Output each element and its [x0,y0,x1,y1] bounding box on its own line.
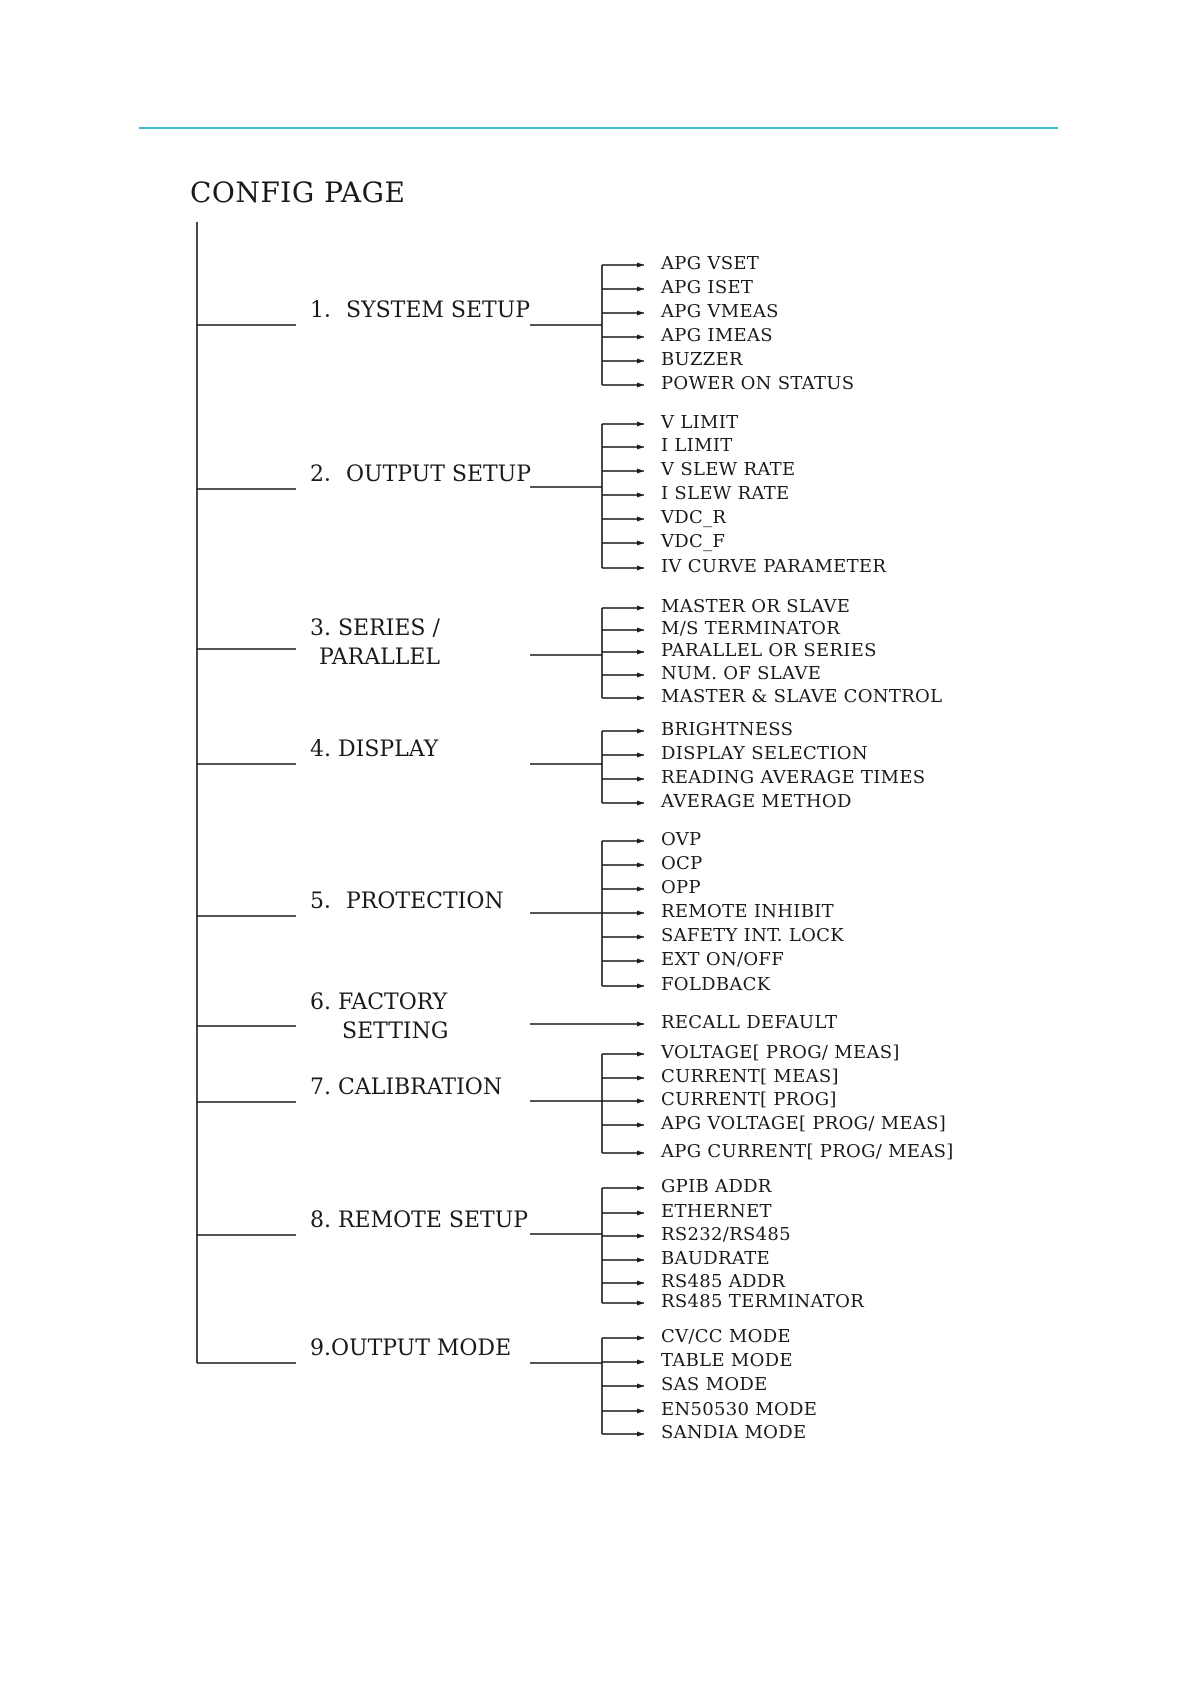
section-label: 5．PROTECTION [310,889,504,914]
item-label: OCP [661,853,703,874]
item-label: BAUDRATE [661,1248,770,1269]
item-label: RS485 TERMINATOR [661,1291,865,1312]
item-label: PARALLEL OR SERIES [661,640,877,661]
section-label: 6. FACTORY [310,990,448,1015]
item-label: V LIMIT [661,412,739,433]
item-label: MASTER & SLAVE CONTROL [661,686,943,707]
item-label: SANDIA MODE [661,1422,807,1443]
item-label: AVERAGE METHOD [661,791,852,812]
item-label: ETHERNET [661,1201,772,1222]
item-label: IV CURVE PARAMETER [661,556,887,577]
section-label: 9.OUTPUT MODE [310,1336,512,1361]
item-label: APG VMEAS [661,301,779,322]
item-label: APG IMEAS [661,325,773,346]
item-label: CURRENT[ PROG] [661,1089,837,1110]
item-label: MASTER OR SLAVE [661,596,851,617]
item-label: I LIMIT [661,435,733,456]
section-label-line2: PARALLEL [319,645,441,670]
item-label: M/S TERMINATOR [661,618,841,639]
item-label: NUM. OF SLAVE [661,663,822,684]
item-label: OPP [661,877,701,898]
item-label: CV/CC MODE [661,1326,791,1347]
item-label: RECALL DEFAULT [661,1012,838,1033]
item-label: BUZZER [661,349,743,370]
item-label: EN50530 MODE [661,1399,818,1420]
item-label: EXT ON/OFF [661,949,784,970]
item-label: GPIB ADDR [661,1176,772,1197]
item-label: SAS MODE [661,1374,768,1395]
item-label: VDC_R [661,507,727,528]
item-label: RS232/RS485 [661,1224,791,1245]
item-label: APG VOLTAGE[ PROG/ MEAS] [661,1113,947,1134]
item-label: RS485 ADDR [661,1271,786,1292]
section-label: 3. SERIES / [310,616,440,641]
item-label: TABLE MODE [661,1350,793,1371]
item-label: CURRENT[ MEAS] [661,1066,839,1087]
section-label: 4. DISPLAY [310,737,439,762]
item-label: READING AVERAGE TIMES [661,767,926,788]
section-label-line2: SETTING [342,1019,449,1044]
item-label: POWER ON STATUS [661,373,855,394]
item-label: V SLEW RATE [661,459,796,480]
item-label: REMOTE INHIBIT [661,901,834,922]
item-label: APG CURRENT[ PROG/ MEAS] [661,1141,954,1162]
item-label: SAFETY INT. LOCK [661,925,844,946]
item-label: I SLEW RATE [661,483,790,504]
item-label: FOLDBACK [661,974,771,995]
section-label: 2．OUTPUT SETUP [310,462,532,487]
item-label: VOLTAGE[ PROG/ MEAS] [661,1042,900,1063]
item-label: APG ISET [661,277,754,298]
item-label: APG VSET [661,253,760,274]
item-label: BRIGHTNESS [661,719,794,740]
section-label: 1．SYSTEM SETUP [310,298,531,323]
item-label: VDC_F [661,531,726,552]
page-title: CONFIG PAGE [190,176,406,209]
item-label: DISPLAY SELECTION [661,743,868,764]
section-label: 7. CALIBRATION [310,1075,503,1100]
item-label: OVP [661,829,702,850]
section-label: 8. REMOTE SETUP [310,1208,529,1233]
